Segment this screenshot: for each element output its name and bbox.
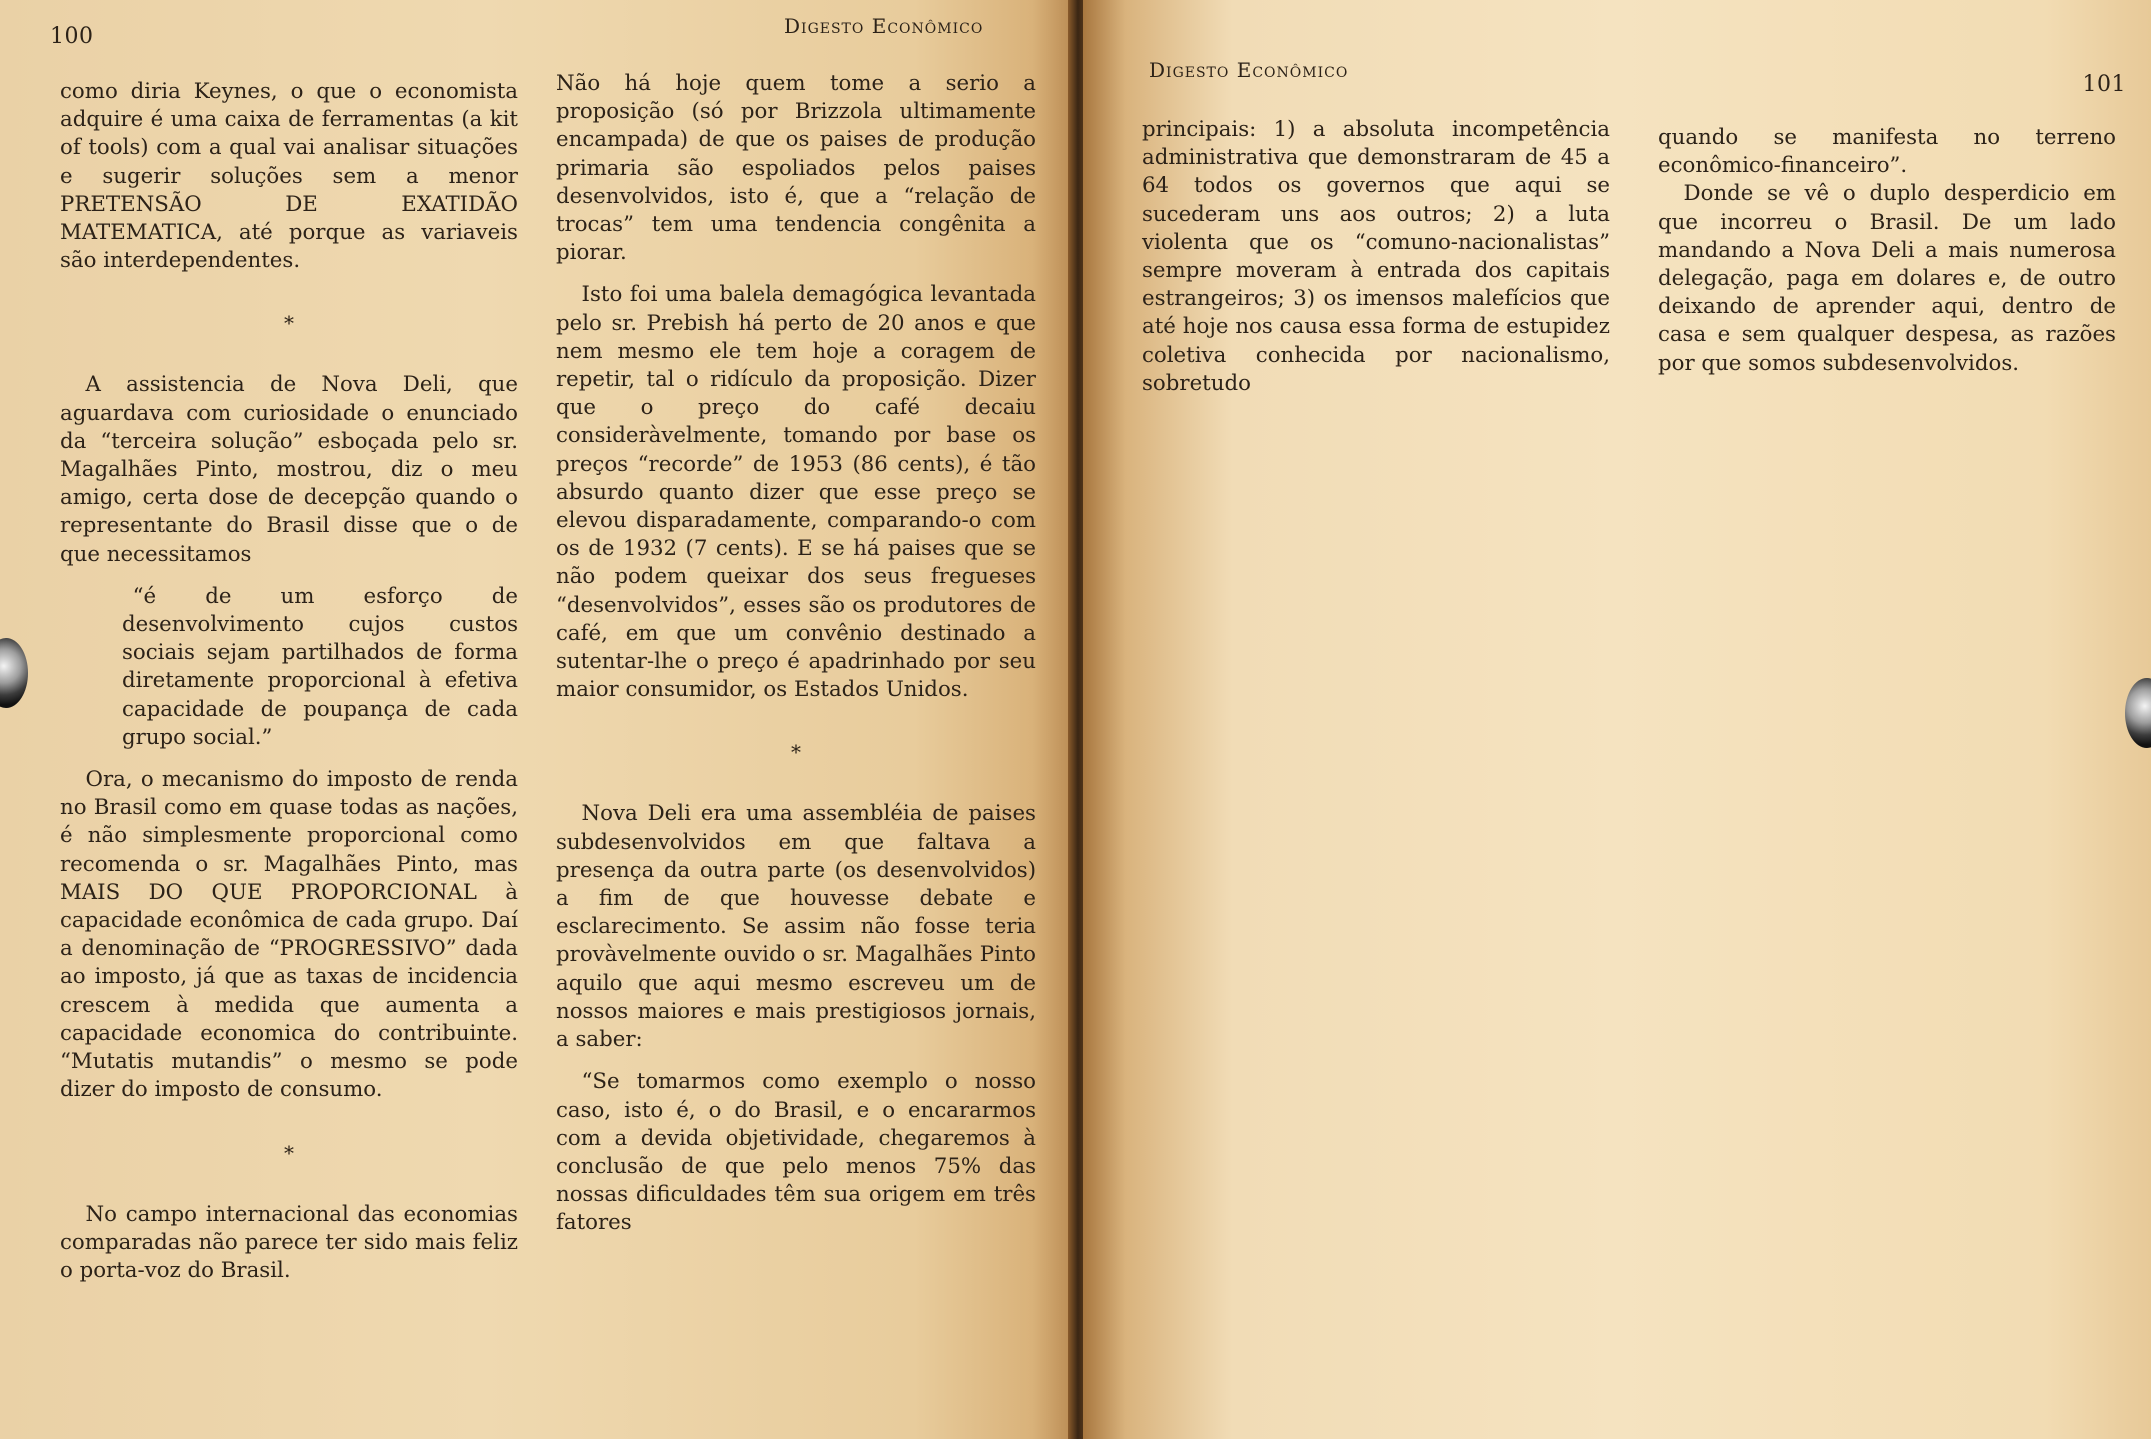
- page-number: 101: [2082, 72, 2126, 97]
- block-quote: “é de um esforço de desenvolvimento cujos custos sociais sejam partilhados de forma diretamente proporcional à efetiva capacidade de poupança de cada grupo social.”: [122, 583, 518, 750]
- paragraph: principais: 1) a absoluta incompetência administrativa que demonstraram de 45 a 64 todos os governos que aqui se sucederam uns aos outros; 2) a luta violenta que os “comuno-nacionalistas” sempre moveram à entrada dos capitais estrangeiros; 3) os imensos malefícios que até hoje nos causa essa forma de estupidez coletiva conhecida por nacionalismo, sobretudo: [1142, 117, 1610, 396]
- left-column-2: [556, 70, 1036, 1238]
- paragraph: No campo internacional das economias comparadas não parece ter sido mais feliz o porta-voz do Brasil.: [60, 1201, 518, 1283]
- left-page: [0, 0, 1075, 1439]
- paragraph: Nova Deli era uma assembléia de paises subdesenvolvidos em que faltava a presença da outra parte (os desenvolvidos) a fim de que houvesse debate e esclarecimento. Se assim não fosse teria provàvelmente ouvido o sr. Magalhães Pinto aquilo que aqui mesmo escreveu um de nossos maiores e mais prestigiosos jornais, a saber:: [556, 801, 1036, 1053]
- section-separator: *: [791, 740, 801, 765]
- section-separator: *: [284, 311, 294, 336]
- paragraph: como diria Keynes, o que o economista adquire é uma caixa de ferramentas (a kit of tools) com a qual vai analisar situações e sugerir soluções sem a menor PRETENSÃO DE EXATIDÃO MATEMATICA, até porque as variaveis são interdependentes.: [60, 79, 518, 274]
- paragraph: Não há hoje quem tome a serio a proposição (só por Brizzola ultimamente encampada) de que os paises de produção primaria são espoliados pelos paises desenvolvidos, isto é, que a “relação de trocas” tem uma tendencia congênita a piorar.: [556, 71, 1036, 266]
- page-number: 100: [50, 24, 94, 49]
- right-column-2: [1658, 124, 2116, 378]
- paragraph: Ora, o mecanismo do imposto de renda no Brasil como em quase todas as nações, é não simplesmente proporcional como recomenda o sr. Magalhães Pinto, mas MAIS DO QUE PROPORCIONAL à capacidade econômica de cada grupo. Daí a denominação de “PROGRESSIVO” dada ao imposto, já que as taxas de incidencia crescem à medida que aumenta a capacidade economica do contribuinte. “Mutatis mutandis” o mesmo se pode dizer do imposto de consumo.: [60, 767, 518, 1103]
- binder-hole: [0, 638, 28, 708]
- left-column-1: [60, 78, 518, 1285]
- section-separator: *: [284, 1140, 294, 1165]
- right-page: [1083, 0, 2151, 1439]
- running-head: Digesto Econômico: [1149, 58, 1349, 82]
- running-head: Digesto Econômico: [784, 14, 984, 38]
- paragraph: “Se tomarmos como exemplo o nosso caso, isto é, o do Brasil, e o encararmos com a devida objetividade, chegaremos à conclusão de que pelo menos 75% das nossas dificuldades têm sua origem em três fatores: [556, 1069, 1036, 1236]
- right-column-1: [1142, 116, 1610, 398]
- paragraph: Donde se vê o duplo desperdicio em que incorreu o Brasil. De um lado mandando a Nova Deli a mais numerosa delegação, paga em dolares e, de outro deixando de aprender aqui, dentro de casa e sem qualquer despesa, as razões por que somos subdesenvolvidos.: [1658, 181, 2116, 376]
- paragraph: A assistencia de Nova Deli, que aguardava com curiosidade o enunciado da “terceira solução” esboçada pelo sr. Magalhães Pinto, mostrou, diz o meu amigo, certa dose de decepção quando o representante do Brasil disse que o de que necessitamos: [60, 372, 518, 567]
- paragraph: Isto foi uma balela demagógica levantada pelo sr. Prebish há perto de 20 anos e que nem mesmo ele tem hoje a coragem de repetir, tal o ridículo da proposição. Dizer que o preço do café decaiu consideràvelmente, tomando por base os preços “recorde” de 1953 (86 cents), é tão absurdo quanto dizer que esse preço se elevou disparadamente, comparando-o com os de 1932 (7 cents). E se há paises que se não podem queixar dos seus fregueses “desenvolvidos”, esses são os produtores de café, em que um convênio destinado a sutentar-lhe o preço é apadrinhado por seu maior consumidor, os Estados Unidos.: [556, 282, 1036, 703]
- paragraph: quando se manifesta no terreno econômico-financeiro”.: [1658, 125, 2116, 179]
- binder-hole: [2125, 678, 2151, 748]
